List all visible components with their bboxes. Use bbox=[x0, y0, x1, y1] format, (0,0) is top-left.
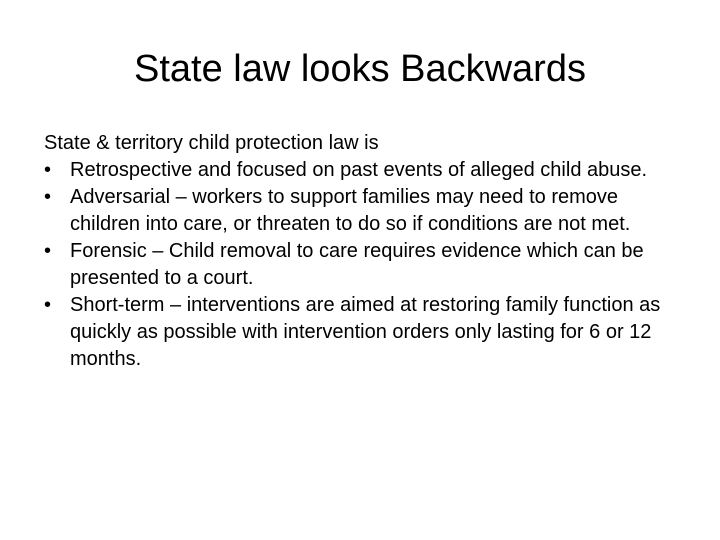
bullet-text: Retrospective and focused on past events of alleged child abuse. bbox=[70, 159, 648, 181]
slide-body bbox=[44, 130, 684, 373]
bullet-dot-icon: • bbox=[44, 186, 52, 208]
bullet-item-short-term bbox=[44, 292, 684, 373]
intro-text: State & territory child protection law is bbox=[44, 132, 379, 154]
bullet-dot-icon: • bbox=[44, 240, 52, 262]
bullet-dot-icon: • bbox=[44, 159, 52, 181]
bullet-item-forensic bbox=[44, 238, 684, 292]
bullet-item-retrospective bbox=[44, 157, 684, 184]
bullet-dot-icon: • bbox=[44, 294, 52, 316]
slide-title: State law looks Backwards bbox=[134, 48, 586, 90]
bullet-text: Forensic – Child removal to care requires evidence which can be presented to a court. bbox=[70, 240, 644, 289]
bullet-list bbox=[44, 157, 684, 373]
bullet-text: Short-term – interventions are aimed at restoring family function as quickly as possible with intervention orders only lasting for 6 or 12 months. bbox=[70, 294, 661, 370]
bullet-item-adversarial bbox=[44, 184, 684, 238]
bullet-text: Adversarial – workers to support families may need to remove children into care, or threaten to do so if conditions are not met. bbox=[70, 186, 631, 235]
